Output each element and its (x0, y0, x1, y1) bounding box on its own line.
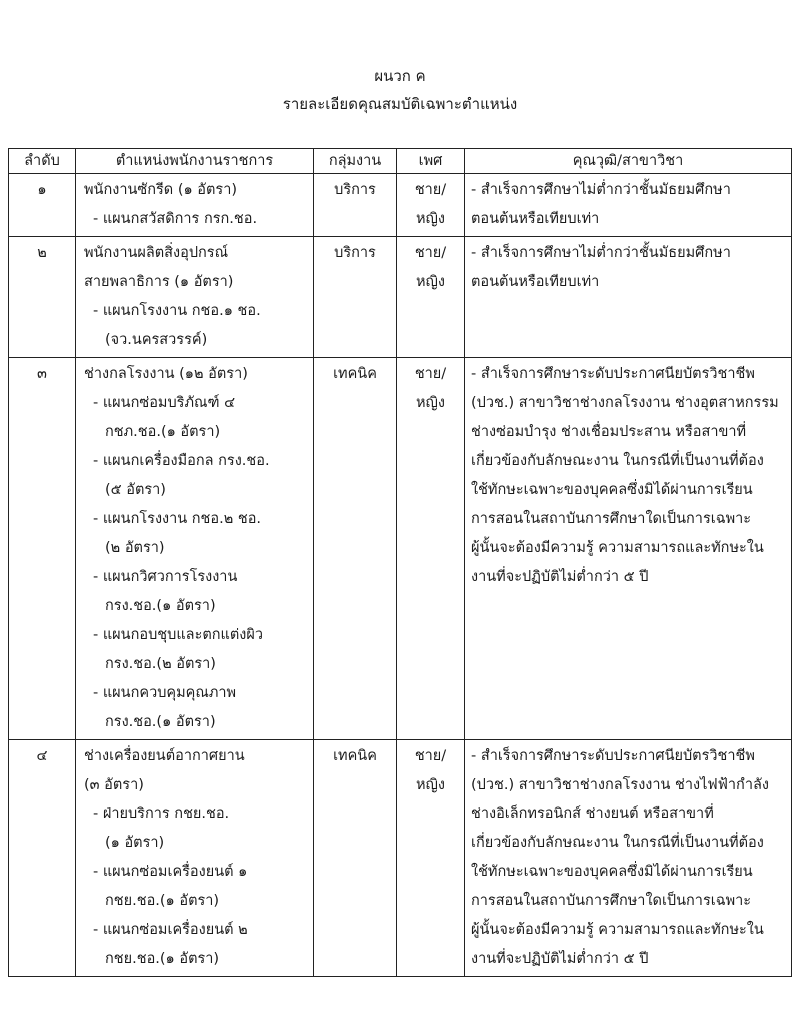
column-header-sex: เพศ (397, 149, 465, 174)
row-number-cell (9, 740, 76, 977)
position-cell (76, 358, 314, 740)
row-number-cell (9, 237, 76, 358)
qualification-line: งานที่จะปฏิบัติไม่ต่ำกว่า ๕ ปี (471, 951, 649, 967)
job-group: บริการ (334, 182, 376, 198)
sex-value: หญิง (416, 211, 445, 227)
qualification-line: ช่างซ่อมบำรุง ช่างเชื่อมประสาน หรือสาขาที่ (471, 424, 747, 440)
unit-detail: กรง.ชอ.(๒ อัตรา) (105, 656, 216, 672)
position-title: (๓ อัตรา) (84, 777, 144, 793)
qualification-cell (465, 358, 792, 740)
qualification-line: - สำเร็จการศึกษาระดับประกาศนียบัตรวิชาชีพ (471, 366, 755, 382)
qualification-line: ใช้ทักษะเฉพาะของบุคคลซึ่งมิได้ผ่านการเรียน (471, 482, 753, 498)
qualification-line: ตอนต้นหรือเทียบเท่า (471, 211, 600, 227)
qualification-line: ตอนต้นหรือเทียบเท่า (471, 274, 600, 290)
qualification-table (8, 148, 792, 977)
sex-value: ชาย/ (414, 182, 447, 198)
appendix-title: ผนวก ค (374, 67, 426, 85)
sex-cell (397, 237, 465, 358)
column-header-position: ตำแหน่งพนักงานราชการ (76, 149, 314, 174)
qualification-line: (ปวช.) สาขาวิชาช่างกลโรงงาน ช่างไฟฟ้ากำลัง (471, 777, 769, 793)
position-cell (76, 740, 314, 977)
position-title: สายพลาธิการ (๑ อัตรา) (84, 274, 234, 290)
unit-name: - แผนกสวัสดิการ กรก.ชอ. (93, 211, 258, 227)
unit-detail: (๕ อัตรา) (105, 482, 166, 498)
unit-name: - แผนกโรงงาน กชอ.๑ ชอ. (93, 303, 261, 319)
qualification-line: - สำเร็จการศึกษาระดับประกาศนียบัตรวิชาชีพ (471, 748, 755, 764)
position-title: ช่างเครื่องยนต์อากาศยาน (84, 748, 245, 764)
unit-name: - แผนกโรงงาน กชอ.๒ ชอ. (93, 511, 262, 527)
unit-detail: กชย.ชอ.(๑ อัตรา) (105, 893, 220, 909)
unit-detail: กรง.ชอ.(๑ อัตรา) (105, 714, 216, 730)
qualification-line: - สำเร็จการศึกษาไม่ต่ำกว่าชั้นมัธยมศึกษา (471, 245, 731, 261)
unit-detail: กชย.ชอ.(๑ อัตรา) (105, 951, 220, 967)
position-title: พนักงานซักรีด (๑ อัตรา) (84, 182, 238, 198)
row-number: ๒ (37, 245, 47, 261)
sex-cell (397, 174, 465, 237)
qualification-cell (465, 174, 792, 237)
unit-name: - แผนกซ่อมบริภัณฑ์ ๔ (93, 395, 236, 411)
qualification-line: เกี่ยวข้องกับลักษณะงาน ในกรณีที่เป็นงานที่ต้อง (471, 453, 764, 469)
group-cell (314, 358, 397, 740)
qualification-line: - สำเร็จการศึกษาไม่ต่ำกว่าชั้นมัธยมศึกษา (471, 182, 731, 198)
column-header-number: ลำดับ (9, 149, 76, 174)
sex-value: ชาย/ (414, 245, 447, 261)
unit-name: - แผนกวิศวการโรงงาน (93, 569, 238, 585)
group-cell (314, 237, 397, 358)
row-number-cell (9, 174, 76, 237)
table-row (9, 174, 792, 237)
group-cell (314, 740, 397, 977)
qualification-line: ใช้ทักษะเฉพาะของบุคคลซึ่งมิได้ผ่านการเรียน (471, 864, 753, 880)
column-header-qualification: คุณวุฒิ/สาขาวิชา (465, 149, 792, 174)
qualification-line: การสอนในสถาบันการศึกษาใดเป็นการเฉพาะ (471, 511, 752, 527)
document-subtitle: รายละเอียดคุณสมบัติเฉพาะตำแหน่ง (282, 95, 518, 113)
unit-name: - แผนกซ่อมเครื่องยนต์ ๑ (93, 864, 248, 880)
job-group: เทคนิค (333, 366, 377, 382)
qualification-line: ช่างอิเล็กทรอนิกส์ ช่างยนต์ หรือสาขาที่ (471, 806, 714, 822)
position-title: ช่างกลโรงงาน (๑๒ อัตรา) (84, 366, 248, 382)
unit-name: - แผนกควบคุมคุณภาพ (93, 685, 237, 701)
table-row (9, 740, 792, 977)
table-row (9, 237, 792, 358)
unit-detail: (จว.นครสวรรค์) (105, 332, 208, 348)
row-number: ๔ (36, 748, 48, 764)
position-cell (76, 174, 314, 237)
row-number: ๑ (37, 182, 47, 198)
sex-cell (397, 740, 465, 977)
table-header-row (9, 149, 792, 174)
sex-value: หญิง (416, 274, 445, 290)
sex-value: หญิง (416, 395, 445, 411)
qualification-cell (465, 740, 792, 977)
qualification-line: ผู้นั้นจะต้องมีความรู้ ความสามารถและทักษะใน (471, 922, 764, 938)
unit-detail: (๒ อัตรา) (105, 540, 165, 556)
sex-value: หญิง (416, 777, 445, 793)
unit-detail: (๑ อัตรา) (105, 835, 165, 851)
position-title: พนักงานผลิตสิ่งอุปกรณ์ (84, 245, 229, 261)
unit-name: - แผนกเครื่องมือกล กรง.ชอ. (93, 453, 270, 469)
qualification-line: เกี่ยวข้องกับลักษณะงาน ในกรณีที่เป็นงานที่ต้อง (471, 835, 764, 851)
table-row (9, 358, 792, 740)
row-number-cell (9, 358, 76, 740)
unit-name: - แผนกซ่อมเครื่องยนต์ ๒ (93, 922, 248, 938)
unit-name: - ฝ่ายบริการ กชย.ชอ. (93, 806, 230, 822)
qualification-line: ผู้นั้นจะต้องมีความรู้ ความสามารถและทักษะใน (471, 540, 764, 556)
position-cell (76, 237, 314, 358)
sex-cell (397, 358, 465, 740)
sex-value: ชาย/ (414, 748, 447, 764)
row-number: ๓ (37, 366, 47, 382)
qualification-line: งานที่จะปฏิบัติไม่ต่ำกว่า ๕ ปี (471, 569, 649, 585)
qualification-line: (ปวช.) สาขาวิชาช่างกลโรงงาน ช่างอุตสาหกรรม (471, 395, 779, 411)
qualification-line: การสอนในสถาบันการศึกษาใดเป็นการเฉพาะ (471, 893, 752, 909)
document-header (0, 62, 800, 118)
unit-detail: กรง.ชอ.(๑ อัตรา) (105, 598, 216, 614)
group-cell (314, 174, 397, 237)
unit-detail: กชภ.ชอ.(๑ อัตรา) (105, 424, 221, 440)
unit-name: - แผนกอบชุบและตกแต่งผิว (93, 627, 264, 643)
column-header-group: กลุ่มงาน (314, 149, 397, 174)
sex-value: ชาย/ (414, 366, 447, 382)
job-group: เทคนิค (333, 748, 377, 764)
job-group: บริการ (334, 245, 376, 261)
qualification-cell (465, 237, 792, 358)
